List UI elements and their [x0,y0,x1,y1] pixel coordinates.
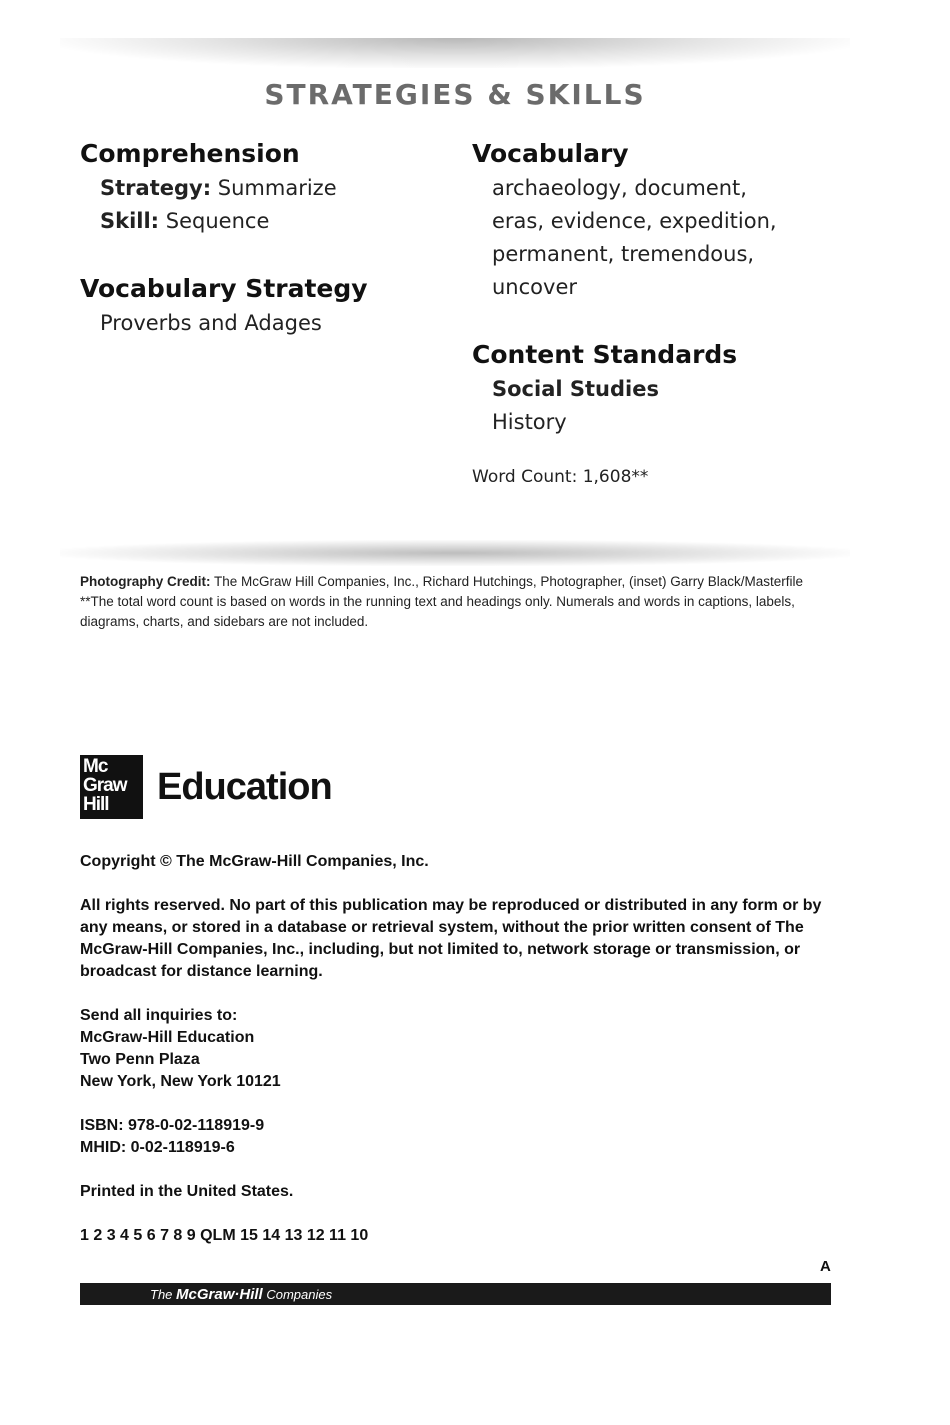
vocab-strategy-heading: Vocabulary Strategy [80,274,368,303]
photo-credit-label: Photography Credit: [80,574,211,589]
comprehension-heading: Comprehension [80,139,300,168]
legal-block [80,851,840,1269]
strategy-value: Summarize [217,176,337,200]
vocab-strategy-value: Proverbs and Adages [100,311,322,335]
print-number-line: 1 2 3 4 5 6 7 8 9 QLM 15 14 13 12 11 10 [80,1227,369,1244]
inquiries-line: Two Penn Plaza [80,1051,200,1068]
isbn: ISBN: 978-0-02-118919-9 [80,1117,265,1134]
inquiries-line: McGraw-Hill Education [80,1029,255,1046]
footer-companies: Companies [266,1287,333,1302]
right-column [472,136,872,487]
copyright-line: Copyright © The McGraw-Hill Companies, Inc. [80,853,429,870]
credits [80,572,840,632]
page-marker: A [820,1258,831,1275]
logo-line: Hill [83,794,109,815]
logo-line: Graw [83,775,127,796]
vocabulary-heading: Vocabulary [472,139,629,168]
mhid: MHID: 0-02-118919-6 [80,1139,235,1156]
content-subject: Social Studies [492,377,659,401]
photo-credit [80,572,840,592]
content-topic: History [492,410,567,434]
box-bottom-shadow [60,540,850,566]
logo-line: Mc [83,756,108,777]
strategy-line [80,172,450,205]
footer-brand [150,1283,332,1307]
word-count: Word Count: 1,608** [472,467,649,487]
word-count-note: **The total word count is based on words in the running text and headings only. Numerals and words in captions, labels, diagrams, charts, and sidebars are not included. [80,594,795,629]
logo-wordmark: Education [157,765,332,808]
vocabulary-line: archaeology, document, [492,176,747,200]
printed-line: Printed in the United States. [80,1183,294,1200]
vocabulary-line: eras, evidence, expedition, [492,209,777,233]
left-column [80,136,450,340]
photo-credit-text: The McGraw Hill Companies, Inc., Richard Hutchings, Photographer, (inset) Garry Black/Masterfile [214,574,803,589]
content-standards-heading: Content Standards [472,340,738,369]
box-top-shadow [60,38,850,68]
rights-paragraph: All rights reserved. No part of this publication may be reproduced or distributed in any form or by any means, or stored in a database or retrieval system, without the prior written consent of The McGraw-Hill Companies, Inc., including, but not limited to, network storage or transmission, or broadcast for distance learning. [80,897,822,980]
footer-brand-name: McGraw·Hill [176,1286,263,1303]
vocabulary-line: uncover [492,275,577,299]
vocabulary-line: permanent, tremendous, [492,242,755,266]
inquiries-line: Send all inquiries to: [80,1007,238,1024]
mcgraw-hill-logo-box [80,755,143,819]
footer-the: The [150,1287,173,1302]
strategy-label: Strategy: [100,176,212,200]
skill-line [80,205,450,238]
skill-value: Sequence [165,209,270,233]
skill-label: Skill: [100,209,160,233]
box-title: STRATEGIES & SKILLS [264,78,646,111]
publisher-logo [80,755,332,819]
footer-bar [80,1283,831,1305]
inquiries-block [80,1005,840,1093]
isbn-block [80,1115,840,1159]
inquiries-line: New York, New York 10121 [80,1073,281,1090]
